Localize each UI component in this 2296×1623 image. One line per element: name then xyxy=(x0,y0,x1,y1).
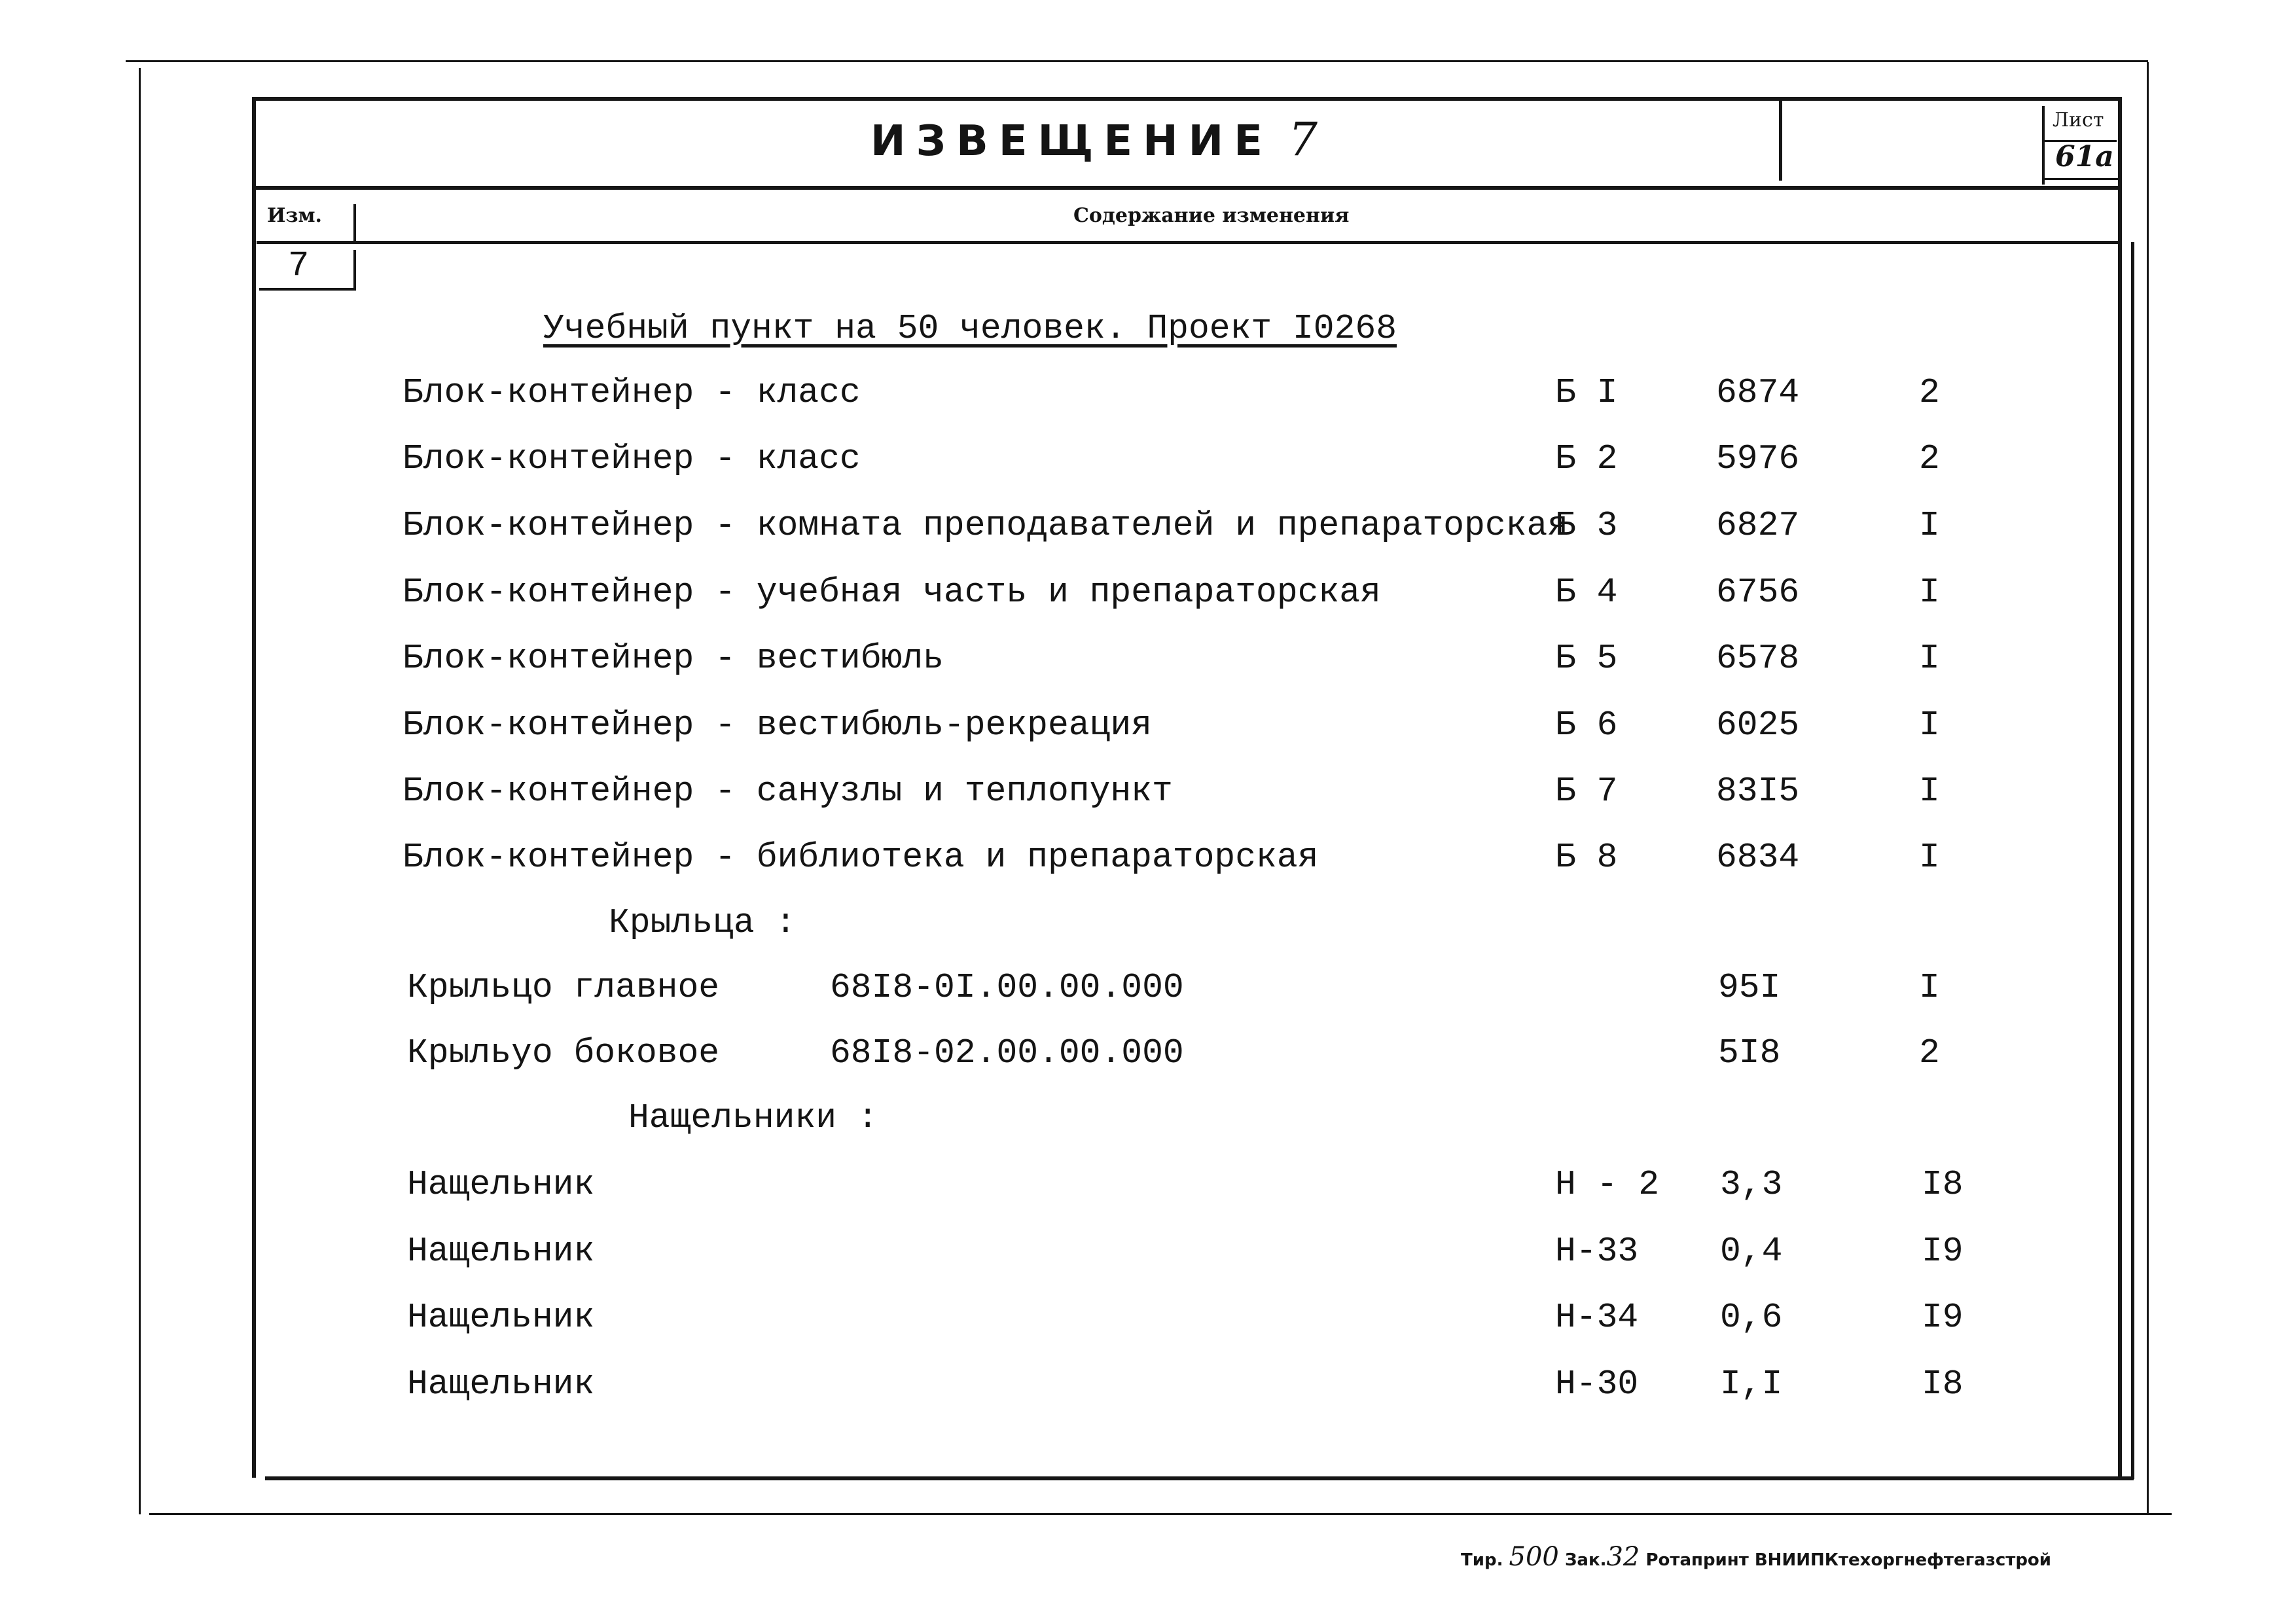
nasch-value: 0,6 xyxy=(1720,1298,1783,1337)
porch-code: 5I8 xyxy=(1718,1033,1781,1073)
nasch-mark: Н-34 xyxy=(1555,1298,1639,1337)
nasch-name: Нащельник xyxy=(407,1298,595,1337)
form-border-left xyxy=(252,97,256,1478)
block-code: 5976 xyxy=(1716,439,1800,478)
print-note xyxy=(1461,1542,2051,1572)
porch-name: Крыльуо боковое xyxy=(407,1033,720,1073)
nasch-value: 0,4 xyxy=(1720,1232,1783,1271)
porch-doc: 68I8-0I.00.00.000 xyxy=(830,968,1184,1007)
block-code: 6874 xyxy=(1716,373,1800,412)
block-code: 6756 xyxy=(1716,573,1800,612)
sheet-box-left xyxy=(2042,106,2045,185)
nasch-name: Нащельник xyxy=(407,1232,595,1271)
block-code: 6578 xyxy=(1716,639,1800,678)
print-run-label: Тир. xyxy=(1461,1550,1503,1570)
nasch-mark: Н-30 xyxy=(1555,1364,1639,1404)
block-qty: I xyxy=(1919,772,1940,811)
order-label: Зак. xyxy=(1564,1550,1607,1570)
block-mark: Б 5 xyxy=(1555,639,1618,678)
block-qty: 2 xyxy=(1919,373,1940,412)
outer-frame-top xyxy=(126,60,2148,62)
nasch-qty: I8 xyxy=(1922,1364,1964,1404)
outer-frame-right xyxy=(2147,62,2149,1515)
nasch-qty: I8 xyxy=(1922,1165,1964,1204)
block-mark: Б 4 xyxy=(1555,573,1618,612)
porch-name: Крыльцо главное xyxy=(407,968,720,1007)
sheet-number: 61а xyxy=(2055,140,2114,173)
form-border-bottom xyxy=(265,1476,2134,1480)
header-divider-vertical xyxy=(1779,98,1782,181)
block-mark: Б 2 xyxy=(1555,439,1618,478)
nasch-mark: Н - 2 xyxy=(1555,1165,1660,1204)
block-code: 6025 xyxy=(1716,705,1800,745)
printer-name: Ротапринт ВНИИПКтехоргнефтегазстрой xyxy=(1645,1550,2052,1570)
block-name: Блок-контейнер - класс xyxy=(403,373,861,412)
block-code: 6827 xyxy=(1716,506,1800,545)
order-value: 32 xyxy=(1606,1542,1640,1572)
block-code: 83I5 xyxy=(1716,772,1800,811)
table-header-rule xyxy=(257,241,2121,244)
change-number: 7 xyxy=(288,246,310,286)
porch-code: 95I xyxy=(1718,968,1781,1007)
block-qty: I xyxy=(1919,705,1940,745)
block-qty: I xyxy=(1919,639,1940,678)
outer-frame-bottom xyxy=(149,1513,2172,1515)
block-name: Блок-контейнер - класс xyxy=(403,439,861,478)
block-name: Блок-контейнер - вестибюль-рекреация xyxy=(403,705,1152,745)
block-mark: Б 3 xyxy=(1555,506,1618,545)
nasch-name: Нащельник xyxy=(407,1165,595,1204)
nasch-name: Нащельник xyxy=(407,1364,595,1404)
block-mark: Б 8 xyxy=(1555,838,1618,877)
form-border-top xyxy=(252,97,2121,101)
sheet-label: Лист xyxy=(2053,109,2104,132)
content-col-header: Содержание изменения xyxy=(1073,204,1350,227)
block-name: Блок-контейнер - санузлы и теплопункт xyxy=(403,772,1173,811)
nasch-qty: I9 xyxy=(1922,1298,1964,1337)
change-cell-right xyxy=(353,250,356,289)
block-mark: Б 6 xyxy=(1555,705,1618,745)
sheet-box-bottom xyxy=(2045,178,2119,180)
block-code: 6834 xyxy=(1716,838,1800,877)
porches-heading: Крыльца : xyxy=(609,903,797,942)
block-name: Блок-контейнер - вестибюль xyxy=(403,639,944,678)
nasch-value: I,I xyxy=(1720,1364,1783,1404)
porch-qty: I xyxy=(1919,968,1940,1007)
block-qty: I xyxy=(1919,838,1940,877)
block-mark: Б I xyxy=(1555,373,1618,412)
block-name: Блок-контейнер - комната преподавателей и препараторская xyxy=(403,506,1569,545)
block-name: Блок-контейнер - библиотека и препараторская xyxy=(403,838,1319,877)
project-title: Учебный пункт на 50 человек. Проект I0268 xyxy=(543,309,1397,348)
block-name: Блок-контейнер - учебная часть и препараторская xyxy=(403,573,1381,612)
form-border-right-lower xyxy=(2131,242,2134,1479)
block-qty: I xyxy=(1919,573,1940,612)
nasch-value: 3,3 xyxy=(1720,1165,1783,1204)
nasch-mark: Н-33 xyxy=(1555,1232,1639,1271)
notice-number: 7 xyxy=(1288,113,1318,166)
print-run-value: 500 xyxy=(1509,1542,1559,1572)
porch-doc: 68I8-02.00.00.000 xyxy=(830,1033,1184,1073)
change-cell-bottom xyxy=(259,288,356,291)
nasch-heading: Нащельники : xyxy=(628,1098,878,1137)
block-qty: I xyxy=(1919,506,1940,545)
notice-header xyxy=(870,113,1318,166)
header-rule xyxy=(255,186,2121,190)
block-mark: Б 7 xyxy=(1555,772,1618,811)
form-border-right xyxy=(2118,97,2122,1478)
change-col-divider-top xyxy=(353,204,356,242)
notice-title: ИЗВЕЩЕНИЕ xyxy=(870,117,1273,166)
block-qty: 2 xyxy=(1919,439,1940,478)
porch-qty: 2 xyxy=(1919,1033,1940,1073)
outer-frame-left xyxy=(139,68,141,1514)
change-col-header: Изм. xyxy=(267,204,322,227)
nasch-qty: I9 xyxy=(1922,1232,1964,1271)
